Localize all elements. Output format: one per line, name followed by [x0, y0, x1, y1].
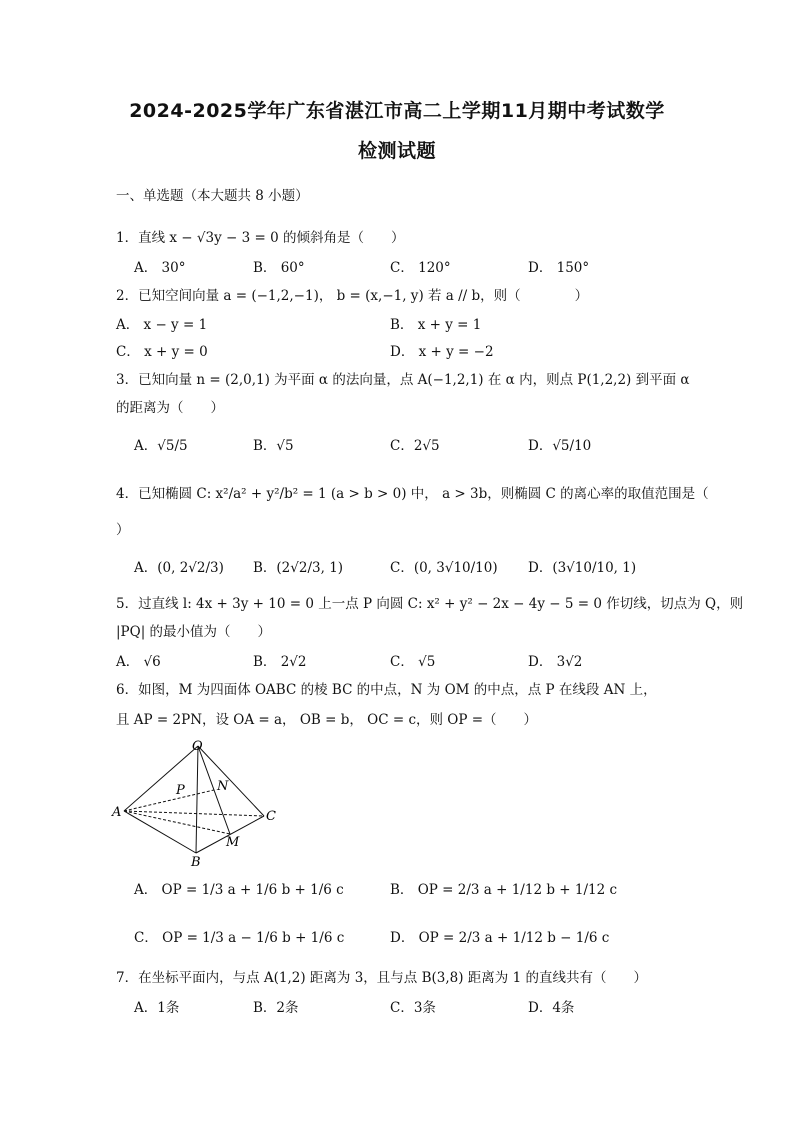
- q4-option-b: B．(2√2/3, 1): [253, 560, 344, 576]
- q6-option-d: D． OP = 2/3 a + 1/12 b − 1/6 c: [390, 930, 610, 946]
- question-5-text-cont: |PQ| 的最小值为（ ）: [116, 624, 272, 640]
- q6-option-a: A． OP = 1/3 a + 1/6 b + 1/6 c: [134, 882, 344, 898]
- edge-OA: [124, 746, 198, 811]
- tetrahedron-figure: [110, 738, 290, 868]
- section-heading: 一、单选题（本大题共 8 小题）: [116, 188, 309, 204]
- question-6-text-cont: 且 AP = 2PN，设 OA = a， OB = b， OC = c，则 OP =（ ）: [116, 712, 538, 728]
- q7-option-d: D．4条: [528, 1000, 575, 1016]
- question-4-text-cont: ）: [116, 522, 130, 538]
- question-7-text: 7．在坐标平面内，与点 A(1,2) 距离为 3，且与点 B(3,8) 距离为 1 的直线共有（ ）: [116, 970, 647, 986]
- q5-option-d: D． 3√2: [528, 654, 583, 670]
- q7-option-a: A．1条: [134, 1000, 180, 1016]
- q7-option-c: C．3条: [390, 1000, 436, 1016]
- label-M: M: [226, 835, 240, 850]
- question-1-text: 1．直线 x − √3y − 3 = 0 的倾斜角是（ ）: [116, 230, 405, 246]
- q6-option-b: B． OP = 2/3 a + 1/12 b + 1/12 c: [390, 882, 618, 898]
- q1-option-b: B． 60°: [253, 260, 305, 276]
- label-P: P: [176, 783, 185, 798]
- question-6-text: 6．如图，M 为四面体 OABC 的棱 BC 的中点，N 为 OM 的中点，点 P 在线段 AN 上，: [116, 682, 657, 698]
- q2-option-c: C． x + y = 0: [116, 344, 208, 360]
- question-5-text: 5．过直线 l: 4x + 3y + 10 = 0 上一点 P 向圆 C: x² + y² − 2x − 4y − 5 = 0 作切线，切点为 Q，则: [116, 596, 744, 612]
- q4-option-d: D．(3√10/10, 1): [528, 560, 637, 576]
- question-3-text-cont: 的距离为（ ）: [116, 400, 224, 416]
- q3-option-a: A．√5/5: [134, 438, 188, 454]
- q1-option-c: C． 120°: [390, 260, 451, 276]
- label-A: A: [112, 805, 122, 820]
- q1-option-a: A． 30°: [134, 260, 186, 276]
- q4-option-c: C．(0, 3√10/10): [390, 560, 498, 576]
- q3-option-d: D．√5/10: [528, 438, 592, 454]
- q2-option-a: A． x − y = 1: [116, 317, 208, 333]
- segment-AN: [124, 790, 214, 811]
- label-N: N: [217, 779, 229, 794]
- q5-option-a: A． √6: [116, 654, 161, 670]
- question-3-text: 3．已知向量 n = (2,0,1) 为平面 α 的法向量，点 A(−1,2,1) 在 α 内，则点 P(1,2,2) 到平面 α: [116, 372, 690, 388]
- q5-option-b: B． 2√2: [253, 654, 307, 670]
- edge-AB: [124, 811, 196, 853]
- q3-option-b: B．√5: [253, 438, 294, 454]
- edge-OC: [198, 746, 264, 816]
- q4-option-a: A．(0, 2√2/3): [134, 560, 224, 576]
- q5-option-c: C． √5: [390, 654, 436, 670]
- exam-title-line1: 2024-2025学年广东省湛江市高二上学期11月期中考试数学: [129, 100, 665, 122]
- q1-option-d: D． 150°: [528, 260, 590, 276]
- q7-option-b: B．2条: [253, 1000, 299, 1016]
- question-2-text: 2．已知空间向量 a = (−1,2,−1)， b = (x,−1, y) 若 a // b，则（ ）: [116, 288, 589, 304]
- label-B: B: [191, 855, 201, 868]
- edge-OB: [196, 746, 198, 853]
- q6-option-c: C． OP = 1/3 a − 1/6 b + 1/6 c: [134, 930, 345, 946]
- q2-option-d: D． x + y = −2: [390, 344, 494, 360]
- q2-option-b: B． x + y = 1: [390, 317, 482, 333]
- label-O: O: [192, 739, 203, 754]
- q3-option-c: C．2√5: [390, 438, 440, 454]
- exam-title-line2: 检测试题: [357, 140, 436, 162]
- question-4-text: 4．已知椭圆 C: x²/a² + y²/b² = 1 (a > b > 0) 中， a > 3b，则椭圆 C 的离心率的取值范围是（: [116, 486, 709, 502]
- label-C: C: [266, 809, 276, 824]
